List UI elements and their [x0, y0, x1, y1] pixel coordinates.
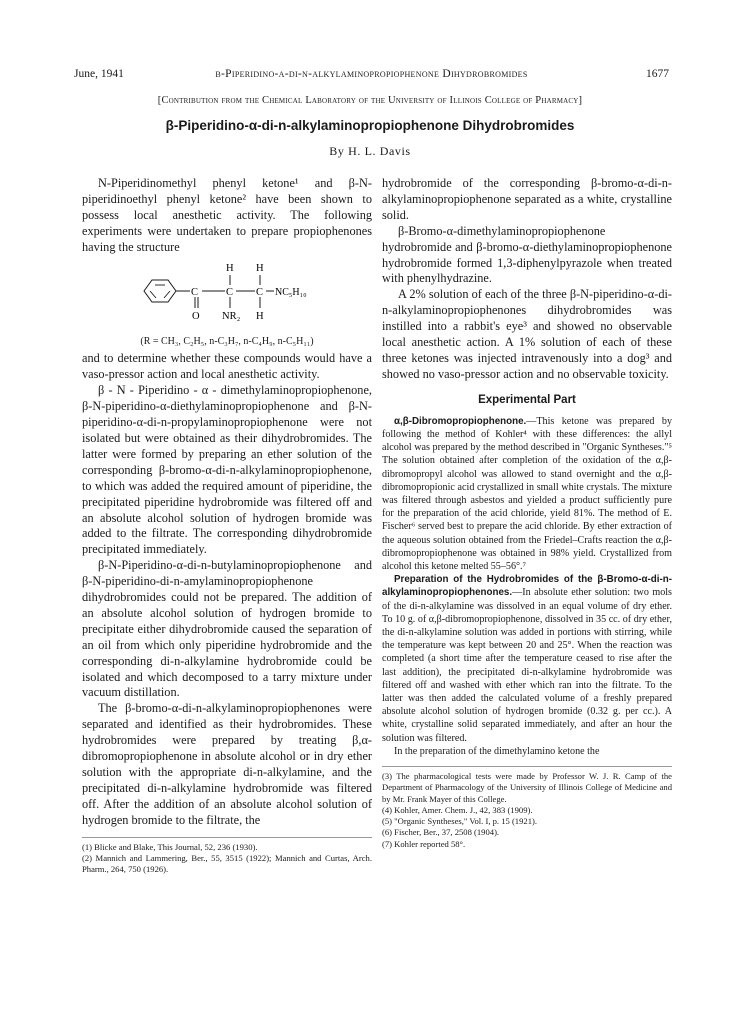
atom-h3: H — [256, 310, 264, 322]
structure-diagram — [82, 258, 372, 334]
header-title: β-Piperidino-α-di-n-alkylaminopropiophenone Dihydrobromides — [215, 68, 528, 80]
left-column — [82, 176, 372, 876]
atom-c3: C — [256, 286, 264, 298]
right-column — [382, 176, 672, 850]
benzene-ring — [144, 280, 176, 302]
running-head — [74, 68, 669, 84]
left-paragraph-1: N-Piperidinomethyl phenyl ketone¹ and β-N-piperidinoethyl phenyl ketone² have been shown to possess local anesthetic activity. The following experiments were undertaken to prepare propiophenones having the structure — [82, 176, 372, 254]
footnote-4: (4) Kohler, Amer. Chem. J., 42, 383 (1909). — [382, 804, 533, 815]
footnote-7: (7) Kohler reported 58°. — [382, 838, 466, 849]
experimental-body-2: —In absolute ether solution: two mols of the di-n-alkylamine was dissolved in an equal volume of dry ether. To 10 g. of α,β-dibromopropiophenone, dissolved in 35 cc. of dry ether, the di-n-alkylamine solution was added in portions with stirring, while the temperature was kept between 20 and 25°. When the reaction was completed (a short time after the temperature ceased to rise after the last addition), the precipitated di-n-alkylamine hydrobromide was filtered off and washed with ether which ran into the filtrate. To the latter was then added the calculated volume of a freshly prepared absolute alcohol solution of hydrogen bromide (0.32 g. per cc.). A white, crystalline solid separated immediately, and after an hour the solution was filtered. — [382, 587, 672, 744]
experimental-heading-1: α,β-Dibromopropiophenone. — [394, 415, 527, 427]
right-paragraph-3: A 2% solution of each of the three β-N-piperidino-α-di-n-alkylaminopropiophenones dihydrobromides was instilled into a rabbit's eye³ and showed no observable local anesthetic action. A 1% solution of each of these three ketones was injected intravenously into a dog³ and showed no vaso-pressor action and no observable toxicity. — [382, 287, 672, 381]
experimental-paragraph-3: In the preparation of the dimethylamino ketone the — [394, 745, 600, 757]
atom-c2: C — [226, 286, 234, 298]
chemical-structure — [82, 258, 372, 334]
group-nc5h10: NC₅H₁₀ — [275, 286, 307, 298]
atom-o: O — [192, 310, 200, 322]
left-paragraph-3: β - N - Piperidino - α - dimethylaminopropiophenone, β-N-piperidino-α-diethylaminopropiophenone and β-N-piperidino-α-di-n-propylaminopropiophenone were not isolated but were obtained as their dihydrobromides. The latter were formed by preparing an ether solution of the corresponding β-bromo-α-di-n-alkylaminopropiophenone, to which was added the required amount of piperidine, the precipitated piperidine hydrobromide was filtered off and an absolute alcohol solution of hydrogen bromide was added to the filtrate. The corresponding dihydrobromide precipitated immediately. — [82, 383, 372, 557]
page-number: 1677 — [646, 68, 669, 80]
header-date: June, 1941 — [74, 68, 124, 80]
left-paragraph-2: and to determine whether these compounds would have a vaso-pressor action and local anesthetic activity. — [82, 351, 372, 382]
experimental-paragraph-2 — [382, 573, 672, 745]
section-heading: Experimental Part — [478, 393, 576, 406]
r-group-definition: (R = CH₃, C₂H₅, n-C₃H₇, n-C₄H₉, n-C₅H₁₁) — [140, 335, 314, 347]
article-title: β-Piperidino-α-di-n-alkylaminopropiophenone Dihydrobromides — [165, 118, 575, 133]
footnote-6: (6) Fischer, Ber., 37, 2508 (1904). — [382, 827, 500, 838]
experimental-paragraph-1 — [382, 415, 672, 573]
footnote-3: (3) The pharmacological tests were made by Professor W. J. R. Camp of the Department of Pharmacology of the University of Illinois College of Medicine and by Mr. Frank Mayer of this College. — [382, 770, 672, 804]
right-paragraph-1: hydrobromide of the corresponding β-bromo-α-di-n-alkylaminopropiophenone separated as a white, crystalline solid. — [382, 176, 672, 222]
atom-h2: H — [256, 262, 264, 274]
experimental-heading-2: Preparation of the Hydrobromides of the β-Bromo-α-di-n-alkylaminopropiophenones. — [382, 574, 672, 599]
left-paragraph-4: β-N-Piperidino-α-di-n-butylaminopropiophenone and β-N-piperidino-di-n-amylaminopropiophenone dihydrobromides could not be prepared. The addition of an absolute alcohol solution of hydrogen bromide to precipitate either dihydrobromide caused the separation of an oil from which only piperidine hydrobromide and the corresponding di-n-alkylamine hydrobromide could be isolated and which decomposed to a tarry mixture under vacuum distillation. — [82, 558, 372, 700]
group-nr2: NR₂ — [222, 310, 241, 322]
byline: By H. L. Davis — [329, 144, 411, 158]
contribution-line: [Contribution from the Chemical Laboratory of the University of Illinois College of Pharmacy] — [157, 95, 583, 106]
right-footnotes — [382, 766, 672, 850]
footnote-2: (2) Mannich and Lammering, Ber., 55, 3515 (1922); Mannich and Curtas, Arch. Pharm., 264, 750 (1926). — [82, 852, 372, 875]
experimental-body-1: —This ketone was prepared by following the method of Kohler⁴ with these differences: the allyl alcohol was prepared by the method described in "Organic Syntheses."⁵ The solution obtained after completion of the oxidation of the α,β-dibromopropyl alcohol was allowed to stand overnight and the α,β-dibromopropionic acid crystallized in small white crystals. The mixture was filtered through asbestos and yielded a product sufficiently pure for the preparation of the acid chloride, yield 81%. The method of E. Fischer⁶ served best to prepare the acid chloride. By ether extraction of the aqueous solution obtained from the Friedel–Crafts reaction the α,β-dibromopropiophenone was obtained in 98% yield. Crystallized from alcohol this ketone melted 55–56°.⁷ — [382, 415, 672, 572]
left-footnotes — [82, 837, 372, 876]
atom-c1: C — [191, 286, 199, 298]
right-paragraph-2: β-Bromo-α-dimethylaminopropiophenone hydrobromide and β-bromo-α-diethylaminopropiophenone hydrobromide formed 1,3-diphenylpyrazole when treated with phenylhydrazine. — [382, 223, 672, 286]
footnote-1: (1) Blicke and Blake, This Journal, 52, 236 (1930). — [82, 841, 258, 852]
left-paragraph-5: The β-bromo-α-di-n-alkylaminopropiophenones were separated and identified as their hydrobromides. These hydrobromides were prepared by treating β,α-dibromopropiophenone in absolute alcohol or in dry ether solution with the appropriate di-n-alkylamine, and the precipitated di-n-alkylamine hydrobromide was filtered off. After the addition of an absolute alcohol solution of hydrogen bromide to the filtrate, the — [82, 701, 372, 827]
atom-h1: H — [226, 262, 234, 274]
footnote-5: (5) "Organic Syntheses," Vol. I, p. 15 (1921). — [382, 816, 538, 827]
experimental-text — [382, 415, 672, 758]
